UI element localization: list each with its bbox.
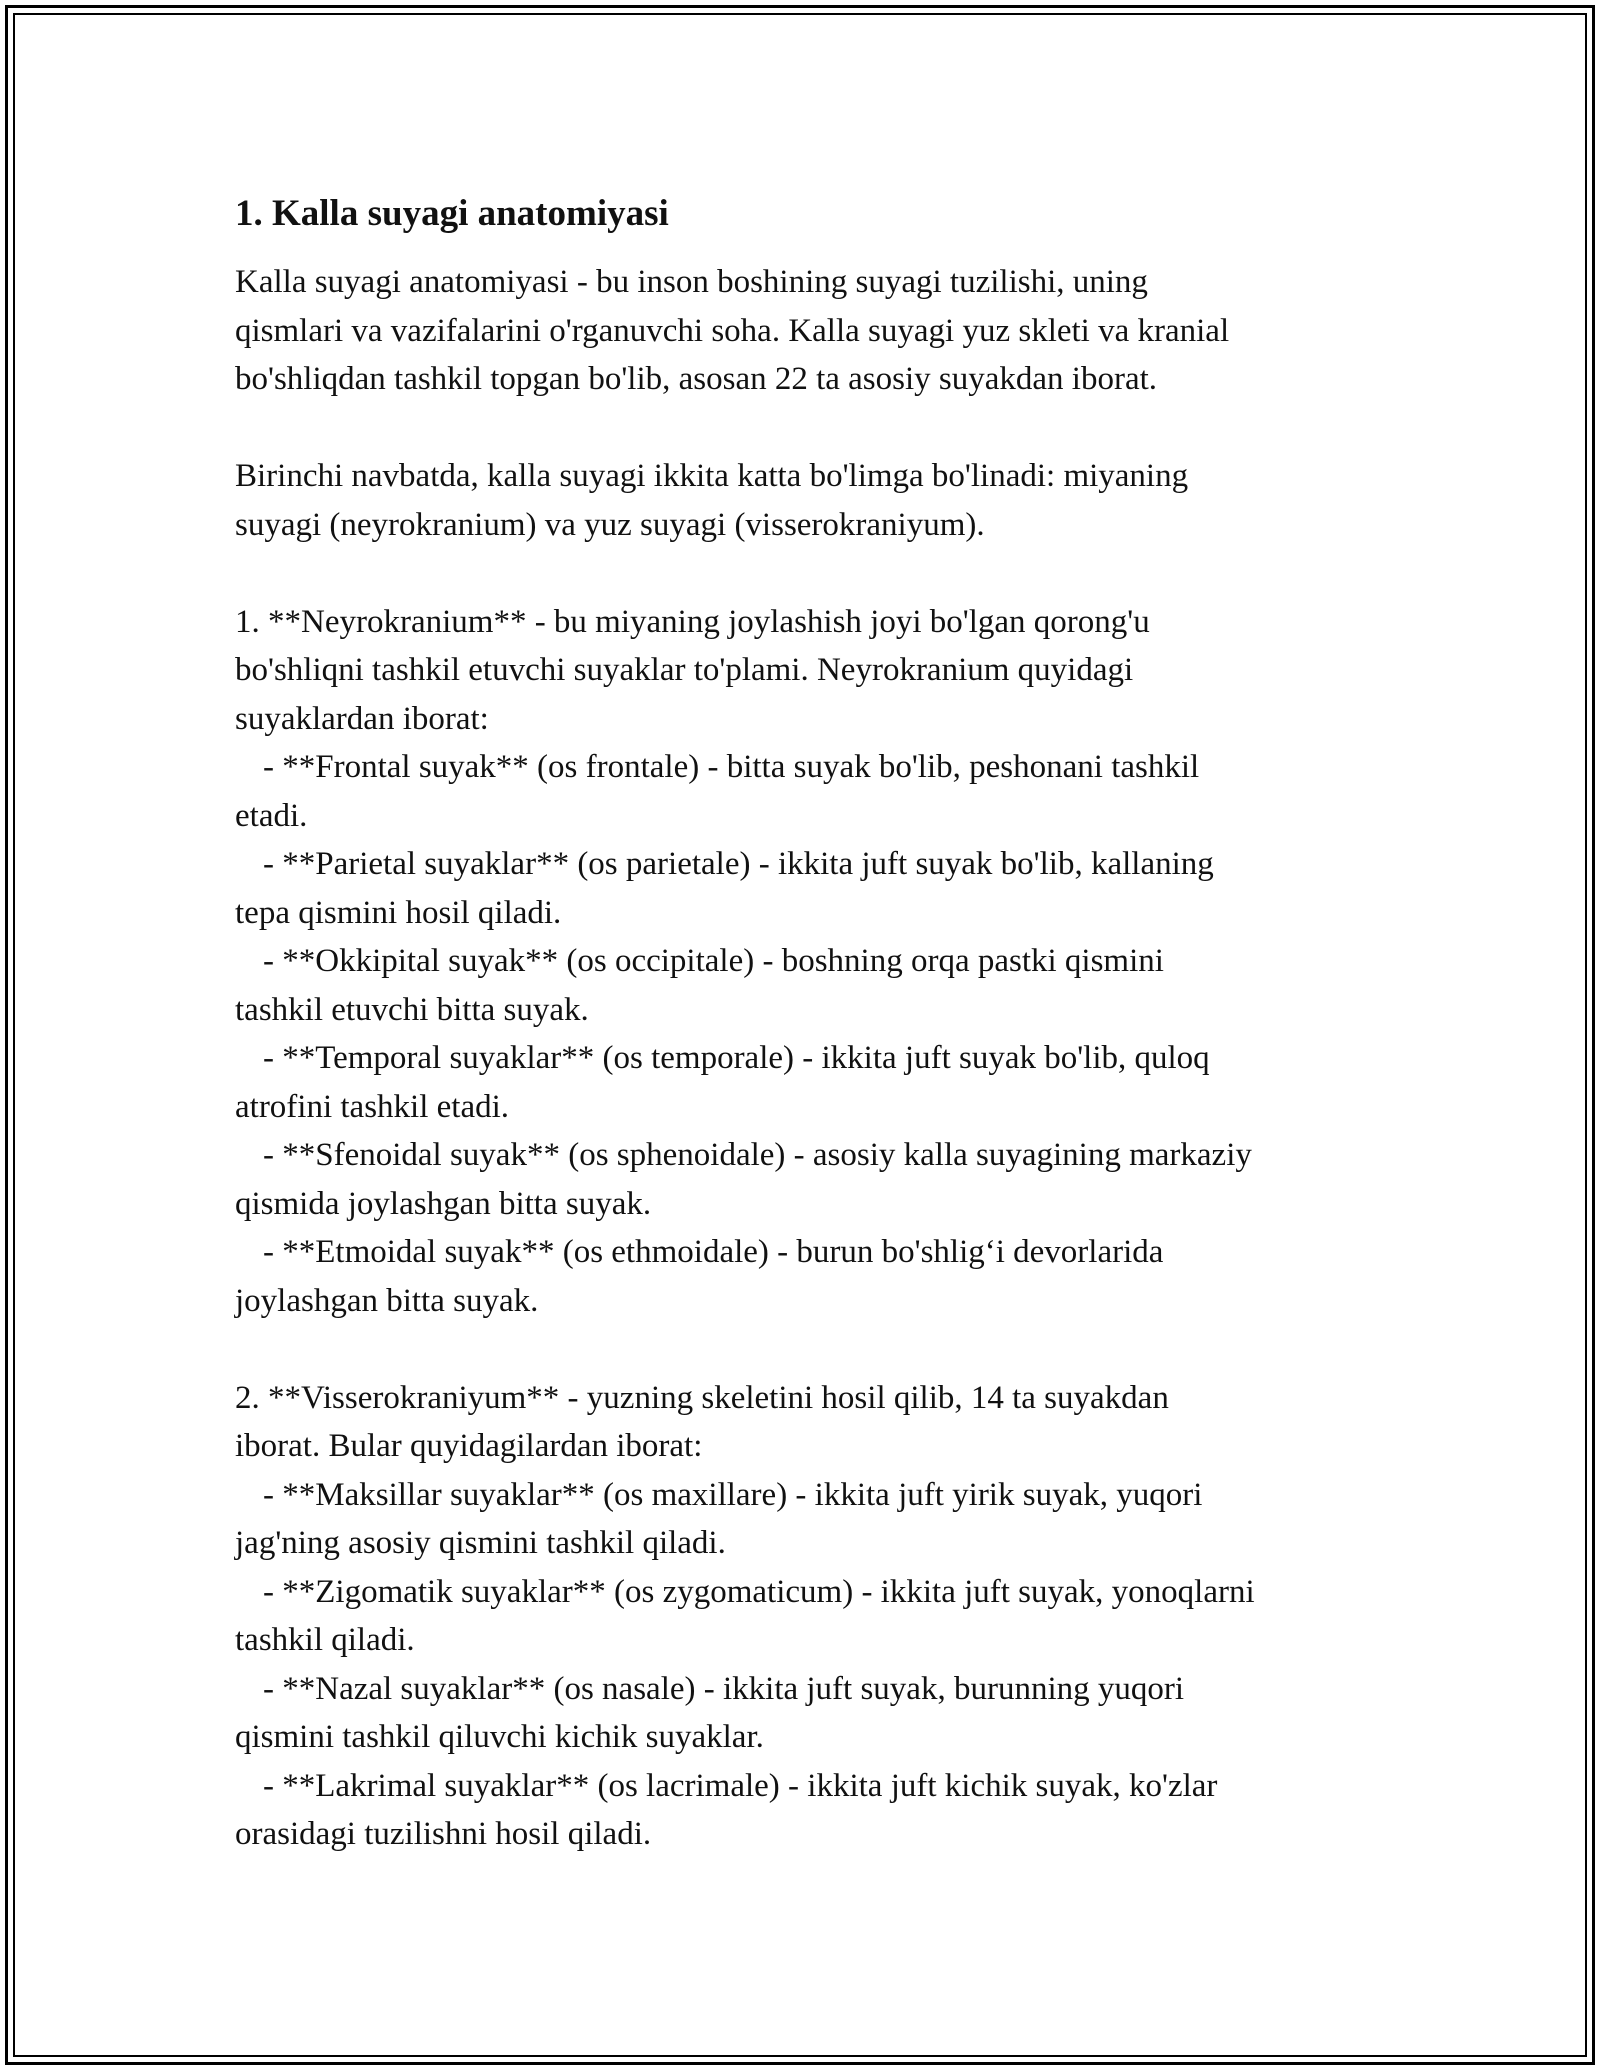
list-item-text: - **Lakrimal suyaklar** (os lacrimale) - ikkita juft kichik suyak, ko'zlar — [263, 1767, 1218, 1804]
list-item — [235, 1762, 1375, 1859]
text-line: bo'shliqni tashkil etuvchi suyaklar to'plami. Neyrokranium quyidagi — [235, 652, 1134, 688]
list-item — [235, 743, 1375, 840]
text-line: 1. **Neyrokranium** - bu miyaning joylashish joyi bo'lgan qorong'u — [235, 603, 1150, 640]
list-item-continuation: orasidagi tuzilishni hosil qiladi. — [235, 1816, 652, 1852]
list-item-continuation: tashkil etuvchi bitta suyak. — [235, 991, 589, 1028]
list-item-text: - **Nazal suyaklar** (os nasale) - ikkita juft suyak, burunning yuqori — [263, 1670, 1185, 1707]
list-item-text: - **Temporal suyaklar** (os temporale) - ikkita juft suyak bo'lib, quloq — [263, 1040, 1210, 1076]
list-item — [235, 1471, 1375, 1568]
list-item — [235, 1568, 1375, 1665]
paragraph-gap — [235, 404, 1375, 453]
division-paragraph — [235, 452, 1375, 549]
text-line: bo'shliqdan tashkil topgan bo'lib, asosan 22 ta asosiy suyakdan iborat. — [235, 361, 1158, 397]
text-line: qismlari va vazifalarini o'rganuvchi soha. Kalla suyagi yuz skleti va kranial — [235, 312, 1230, 349]
list-item — [235, 1228, 1375, 1325]
list-item — [235, 840, 1375, 937]
list-item — [235, 1131, 1375, 1228]
list-item-continuation: etadi. — [235, 797, 308, 834]
list-item-text: - **Etmoidal suyak** (os ethmoidale) - burun bo'shlig‘i devorlarida — [263, 1234, 1164, 1270]
list-item — [235, 1665, 1375, 1762]
list-item-text: - **Parietal suyaklar** (os parietale) - ikkita juft suyak bo'lib, kallaning — [263, 846, 1214, 882]
list-item-continuation: tepa qismini hosil qiladi. — [235, 894, 562, 931]
list-item-continuation: qismida joylashgan bitta suyak. — [235, 1185, 652, 1222]
text-line: iborat. Bular quyidagilardan iborat: — [235, 1428, 703, 1464]
document-body — [235, 190, 1375, 1859]
list-item — [235, 1034, 1375, 1131]
list-item-text: - **Frontal suyak** (os frontale) - bitta suyak bo'lib, peshonani tashkil — [263, 749, 1200, 785]
list-item-continuation: jag'ning asosiy qismini tashkil qiladi. — [235, 1525, 726, 1561]
list-item-continuation: joylashgan bitta suyak. — [235, 1282, 539, 1319]
section-heading: 1. Kalla suyagi anatomiyasi — [235, 193, 669, 234]
list-item-continuation: tashkil qiladi. — [235, 1622, 415, 1658]
viscerocranium-section — [235, 1374, 1375, 1859]
list-item-text: - **Sfenoidal suyak** (os sphenoidale) - asosiy kalla suyagining markaziy — [263, 1137, 1252, 1173]
list-item-continuation: atrofini tashkil etadi. — [235, 1088, 510, 1125]
list-item-text: - **Okkipital suyak** (os occipitale) - boshning orqa pastki qismini — [263, 943, 1164, 979]
text-line: suyaklardan iborat: — [235, 700, 489, 737]
list-item — [235, 937, 1375, 1034]
neurocranium-section — [235, 598, 1375, 1326]
text-line: suyagi (neyrokranium) va yuz suyagi (visserokraniyum). — [235, 506, 985, 543]
paragraph-gap — [235, 1325, 1375, 1374]
intro-paragraph — [235, 258, 1375, 404]
text-line: Kalla suyagi anatomiyasi - bu inson boshining suyagi tuzilishi, uning — [235, 264, 1148, 300]
list-item-continuation: qismini tashkil qiluvchi kichik suyaklar. — [235, 1719, 764, 1755]
text-line: Birinchi navbatda, kalla suyagi ikkita katta bo'limga bo'linadi: miyaning — [235, 458, 1189, 494]
list-item-text: - **Maksillar suyaklar** (os maxillare) - ikkita juft yirik suyak, yuqori — [263, 1476, 1203, 1513]
text-line: 2. **Visserokraniyum** - yuzning skeletini hosil qilib, 14 ta suyakdan — [235, 1379, 1169, 1416]
paragraph-gap — [235, 549, 1375, 598]
list-item-text: - **Zigomatik suyaklar** (os zygomaticum) - ikkita juft suyak, yonoqlarni — [263, 1573, 1255, 1610]
